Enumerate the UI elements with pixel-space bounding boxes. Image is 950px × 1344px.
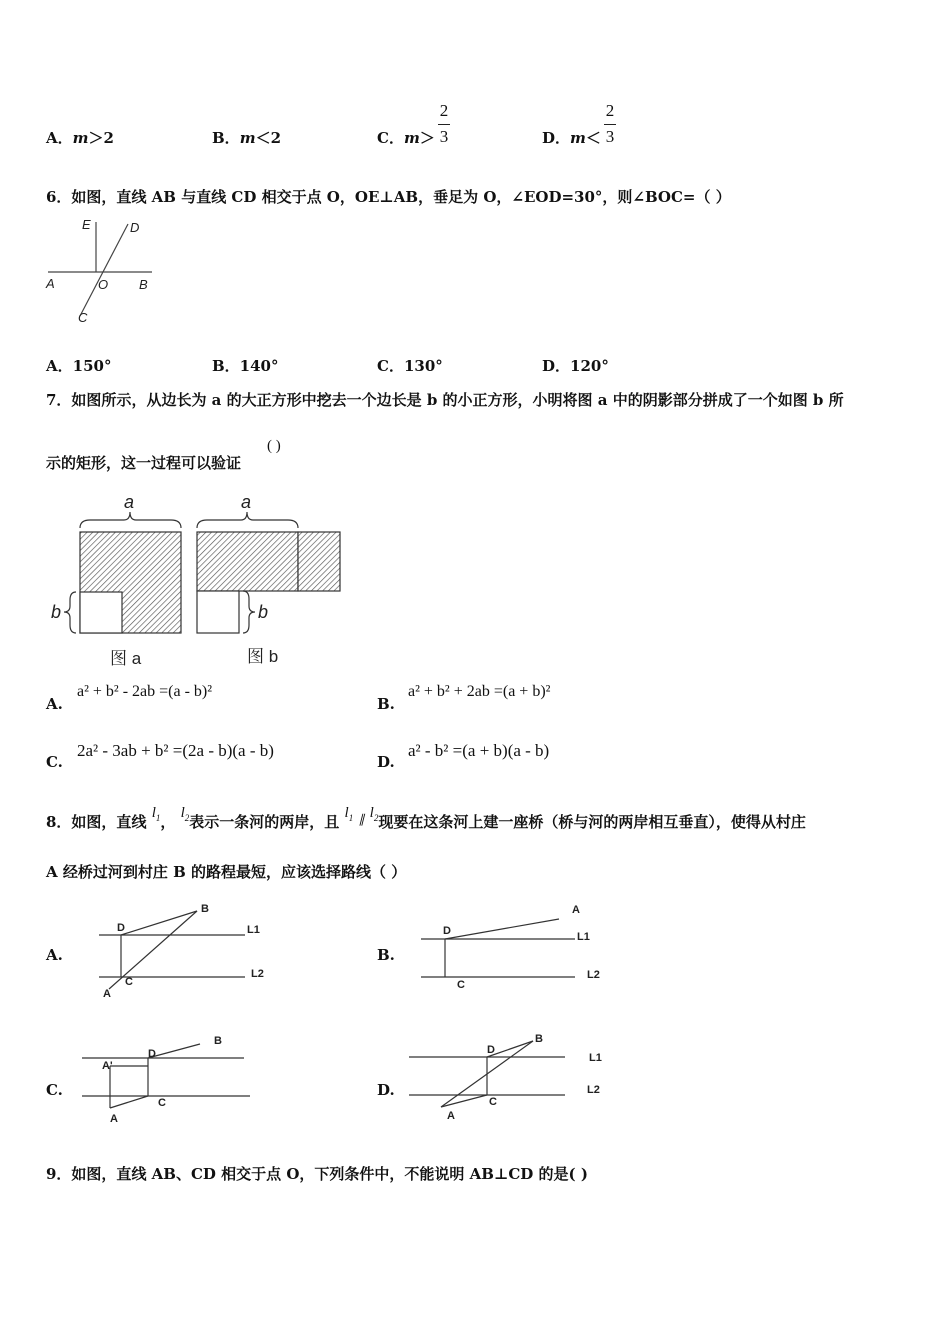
q7-option-a-label: A.	[46, 695, 63, 713]
q8-option-a-label: A.	[46, 946, 63, 964]
q8d-label-l1: L1	[589, 1052, 602, 1064]
q8-option-b-figure	[415, 897, 615, 997]
q8a-label-a: A	[103, 988, 111, 1000]
q6-label-c: C	[78, 310, 88, 325]
q5-d-fraction-bar	[604, 124, 616, 125]
q7-stem-line2: 示的矩形，这一过程可以验证	[46, 454, 242, 472]
q6-label-a: A	[46, 276, 55, 291]
q7-caption-a: 图 a	[110, 649, 142, 668]
q7-option-c-formula: 2a² - 3ab + b² =(2a - b)(a - b)	[77, 741, 274, 760]
q7-option-c-label: C.	[46, 753, 63, 771]
q8-option-c-figure	[78, 1030, 263, 1130]
q8c-label-b: B	[214, 1035, 222, 1047]
q8c-label-c: C	[158, 1097, 166, 1109]
q8d-label-a: A	[447, 1110, 455, 1122]
q8-stem-line2: A 经桥过河到村庄 B 的路程最短，应该选择路线（ ）	[46, 863, 407, 881]
q8-option-d-label: D.	[377, 1081, 395, 1099]
q8-stem-line1: 8．如图，直线 $l_1$， $l_2$表示一条河的两岸，且 $l_1$ ∥ $l_2$现要在这条河上建一座桥（桥与河的两岸相互垂直），使得从村庄	[46, 805, 806, 831]
q8a-label-d: D	[117, 922, 125, 934]
q8d-label-d: D	[487, 1044, 495, 1056]
q5-c-numerator: 2	[439, 101, 449, 120]
q7-answer-paren: ( )	[267, 438, 281, 454]
q8-option-c-label: C.	[46, 1081, 63, 1099]
q8b-label-d: D	[443, 925, 451, 937]
q8b-label-c: C	[457, 979, 465, 991]
q6-option-d: D．120°	[542, 357, 609, 375]
q7-label-b-fig-a: b	[51, 602, 62, 622]
q8-option-d-figure	[405, 1027, 615, 1127]
q6-label-e: E	[82, 217, 91, 232]
q6-option-c: C．130°	[377, 357, 443, 375]
q5-d-denominator: 3	[605, 127, 615, 146]
q8c-label-a: A	[110, 1113, 118, 1125]
q7-option-a-formula: a² + b² - 2ab =(a - b)²	[77, 683, 213, 700]
q6-label-b: B	[139, 277, 148, 292]
q8-option-a-figure	[95, 897, 280, 1002]
q6-label-o: O	[98, 277, 109, 292]
q8c-label-d: D	[148, 1048, 156, 1060]
q7-option-b-label: B.	[377, 695, 395, 713]
q8c-label-a-prime: A'	[102, 1060, 113, 1072]
q8d-label-c: C	[489, 1096, 497, 1108]
q8d-label-l2: L2	[587, 1084, 600, 1096]
q7-option-d-formula: a² - b² =(a + b)(a - b)	[408, 741, 550, 760]
q6-option-b: B．140°	[212, 357, 279, 375]
q8d-label-b: B	[535, 1033, 543, 1045]
q6-label-d: D	[130, 220, 140, 235]
q5-option-a: A．m＞2	[46, 129, 114, 147]
q5-c-fraction-bar	[438, 124, 450, 125]
q5-option-d: D．m＜	[542, 129, 601, 147]
q6-option-a: A．150°	[46, 357, 112, 375]
q8a-label-b: B	[201, 903, 209, 915]
q5-option-c: C．m＞	[377, 129, 435, 147]
q5-option-b: B．m＜2	[212, 129, 281, 147]
q7-option-d-label: D.	[377, 753, 395, 771]
q9-stem: 9．如图，直线 AB、CD 相交于点 O，下列条件中，不能说明 AB⊥CD 的是( )	[46, 1165, 588, 1183]
q8-option-b-label: B.	[377, 946, 395, 964]
q8a-label-l1: L1	[247, 924, 260, 936]
q6-stem: 6．如图，直线 AB 与直线 CD 相交于点 O，OE⊥AB，垂足为 O，∠EOD=30°，则∠BOC=（ ）	[46, 188, 731, 206]
q7-label-a-fig-b: a	[241, 492, 252, 512]
q8b-label-a: A	[572, 904, 580, 916]
q8b-label-l2: L2	[587, 969, 600, 981]
q7-label-b-fig-b: b	[258, 602, 269, 622]
q7-caption-b: 图 b	[247, 647, 279, 666]
q6-figure	[40, 212, 160, 327]
q5-d-numerator: 2	[605, 101, 615, 120]
q7-option-b-formula: a² + b² + 2ab =(a + b)²	[408, 683, 551, 700]
q8a-label-l2: L2	[251, 968, 264, 980]
q7-stem-line1: 7．如图所示，从边长为 a 的大正方形中挖去一个边长是 b 的小正方形，小明将图 a 中的阴影部分拼成了一个如图 b 所	[46, 391, 844, 409]
q7-label-a-fig-a: a	[124, 492, 135, 512]
q7-figure	[44, 490, 354, 670]
q8b-label-l1: L1	[577, 931, 590, 943]
q8a-label-c: C	[125, 976, 133, 988]
q5-c-denominator: 3	[439, 127, 449, 146]
